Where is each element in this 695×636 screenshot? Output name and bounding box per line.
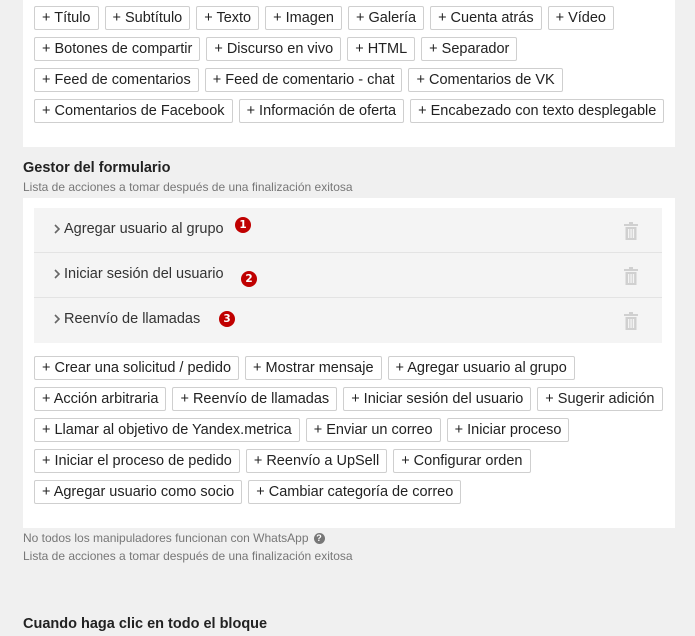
add-element-button[interactable]: + Acción arbitraria	[34, 387, 166, 411]
add-element-button[interactable]: + Iniciar proceso	[447, 418, 570, 442]
add-element-button[interactable]: + Agregar usuario como socio	[34, 480, 242, 504]
block-elements-panel	[23, 0, 675, 147]
add-element-button[interactable]: + Iniciar sesión del usuario	[343, 387, 531, 411]
add-element-button[interactable]: + Subtítulo	[105, 6, 191, 30]
add-element-button[interactable]: + Separador	[421, 37, 517, 61]
add-element-button[interactable]: + Agregar usuario al grupo	[388, 356, 575, 380]
button-row	[34, 68, 664, 92]
add-element-button[interactable]: + Botones de compartir	[34, 37, 200, 61]
add-element-button[interactable]: + Iniciar el proceso de pedido	[34, 449, 240, 473]
chevron-right-icon	[51, 223, 63, 235]
add-element-button[interactable]: + Discurso en vivo	[206, 37, 341, 61]
add-element-button[interactable]: + Crear una solicitud / pedido	[34, 356, 239, 380]
add-element-button[interactable]: + Título	[34, 6, 99, 30]
add-element-button[interactable]: + Texto	[196, 6, 259, 30]
button-row	[34, 356, 663, 380]
add-element-button[interactable]: + Comentarios de VK	[408, 68, 562, 92]
chevron-right-icon	[51, 268, 63, 280]
button-row	[34, 480, 663, 504]
action-item[interactable]	[34, 253, 662, 298]
add-element-button[interactable]: + Llamar al objetivo de Yandex.metrica	[34, 418, 300, 442]
trash-icon[interactable]	[623, 267, 639, 285]
whatsapp-note-text: No todos los manipuladores funcionan con WhatsApp	[23, 531, 309, 545]
add-element-button[interactable]: + Galería	[348, 6, 424, 30]
button-row	[34, 37, 664, 61]
add-element-button[interactable]: + HTML	[347, 37, 415, 61]
add-element-button[interactable]: + Enviar un correo	[306, 418, 441, 442]
add-action-buttons-container	[34, 356, 663, 511]
button-row	[34, 449, 663, 473]
button-row	[34, 387, 663, 411]
add-element-button[interactable]: + Comentarios de Facebook	[34, 99, 233, 123]
add-element-button[interactable]: + Imagen	[265, 6, 342, 30]
action-item[interactable]	[34, 298, 662, 343]
action-item[interactable]	[34, 208, 662, 253]
add-element-button[interactable]: + Reenvío a UpSell	[246, 449, 387, 473]
add-element-button[interactable]: + Cuenta atrás	[430, 6, 542, 30]
add-element-button[interactable]: + Cambiar categoría de correo	[248, 480, 461, 504]
trash-icon[interactable]	[623, 312, 639, 330]
block-buttons-container	[34, 6, 664, 130]
step-badge: 3	[219, 311, 235, 327]
note-subtitle: Lista de acciones a tomar después de una finalización exitosa	[23, 549, 353, 563]
step-badge: 1	[235, 217, 251, 233]
add-element-button[interactable]: + Sugerir adición	[537, 387, 662, 411]
help-icon[interactable]: ?	[314, 533, 325, 544]
action-label: Iniciar sesión del usuario	[64, 266, 224, 282]
trash-icon[interactable]	[623, 222, 639, 240]
add-element-button[interactable]: + Mostrar mensaje	[245, 356, 381, 380]
add-element-button[interactable]: + Vídeo	[548, 6, 614, 30]
action-list	[34, 208, 662, 343]
action-label: Agregar usuario al grupo	[64, 221, 224, 237]
form-handler-panel	[23, 198, 675, 528]
add-element-button[interactable]: + Feed de comentario - chat	[205, 68, 403, 92]
button-row	[34, 418, 663, 442]
whatsapp-note	[23, 531, 325, 545]
chevron-right-icon	[51, 313, 63, 325]
button-row	[34, 6, 664, 30]
add-element-button[interactable]: + Configurar orden	[393, 449, 530, 473]
form-handler-subtitle: Lista de acciones a tomar después de una finalización exitosa	[23, 180, 353, 194]
form-handler-title: Gestor del formulario	[23, 160, 171, 176]
click-block-title: Cuando haga clic en todo el bloque	[23, 616, 268, 632]
button-row	[34, 99, 664, 123]
add-element-button[interactable]: + Información de oferta	[239, 99, 405, 123]
step-badge: 2	[241, 271, 257, 287]
action-label: Reenvío de llamadas	[64, 311, 201, 327]
add-element-button[interactable]: + Feed de comentarios	[34, 68, 199, 92]
add-element-button[interactable]: + Reenvío de llamadas	[172, 387, 337, 411]
add-element-button[interactable]: + Encabezado con texto desplegable	[410, 99, 664, 123]
